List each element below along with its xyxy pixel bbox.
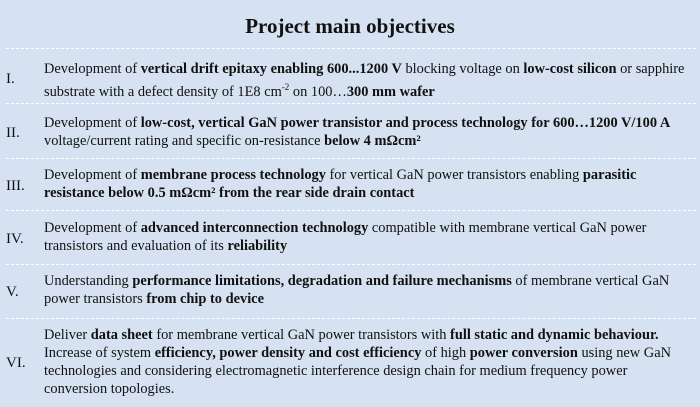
body-text: Development of (44, 61, 141, 77)
objective-numeral: V. (6, 284, 19, 300)
objective-numeral: IV. (6, 231, 24, 247)
row-divider (6, 48, 696, 49)
emphasis-text: full static and dynamic behaviour. (450, 327, 659, 343)
emphasis-text: 300 mm wafer (346, 83, 435, 100)
objective-text (44, 272, 692, 308)
body-text: Development of (44, 220, 141, 236)
emphasis-text: efficiency, power density and cost efficiency (154, 345, 422, 361)
body-text: for vertical GaN power transistors enabling (325, 167, 583, 183)
objective-numeral: VI. (6, 355, 26, 371)
body-text: compatible with membrane vertical GaN power transistors and evaluation of its (44, 220, 647, 254)
emphasis-text: power conversion (469, 345, 578, 361)
row-divider (6, 264, 696, 265)
body-text: Deliver (44, 327, 91, 343)
objective-text (44, 114, 692, 150)
objective-numeral: II. (6, 125, 20, 141)
objective-text (44, 219, 692, 255)
row-divider (6, 210, 696, 211)
emphasis-text: low-cost silicon (523, 61, 617, 77)
objective-numeral: III. (6, 178, 25, 194)
body-text: or sapphire substrate with a defect density of 1E8 cm (44, 61, 685, 100)
body-text: of membrane vertical GaN power transistors (44, 273, 670, 307)
body-text: blocking voltage on (401, 61, 524, 77)
objective-text (44, 326, 692, 398)
body-text: of high (421, 345, 470, 361)
row-divider (6, 103, 696, 104)
emphasis-text: from chip to device (146, 291, 264, 307)
emphasis-text: advanced interconnection technology (140, 220, 369, 236)
body-text: for membrane vertical GaN power transistors with (152, 327, 451, 343)
body-text: on 100… (289, 83, 347, 100)
objective-numeral: I. (6, 71, 15, 87)
emphasis-text: vertical drift epitaxy enabling 600...1200 V (140, 61, 402, 77)
emphasis-text: parasitic resistance below 0.5 mΩcm² from the rear side drain contact (44, 167, 637, 201)
body-text: using new GaN technologies and considering electromagnetic interference design chain for medium frequency power conversion topologies. (44, 345, 671, 397)
body-text: Understanding (44, 273, 133, 289)
row-divider (6, 158, 696, 159)
body-text: voltage/current rating and specific on-resistance (44, 133, 325, 149)
body-text: Development of (44, 115, 141, 131)
emphasis-text: performance limitations, degradation and failure mechanisms (132, 273, 512, 289)
emphasis-text: membrane process technology (140, 167, 326, 183)
objective-text (44, 166, 692, 202)
emphasis-text: data sheet (90, 327, 153, 343)
emphasis-text: reliability (227, 238, 288, 254)
body-text: Increase of system (44, 345, 155, 361)
body-text: Development of (44, 167, 141, 183)
emphasis-text: low-cost, vertical GaN power transistor and process technology for 600…1200 V/100 A (140, 115, 671, 131)
body-text: -2 (281, 82, 290, 92)
objective-text (44, 60, 692, 101)
row-divider (6, 318, 696, 319)
emphasis-text: below 4 mΩcm² (324, 133, 421, 149)
page-title: Project main objectives (245, 14, 455, 38)
